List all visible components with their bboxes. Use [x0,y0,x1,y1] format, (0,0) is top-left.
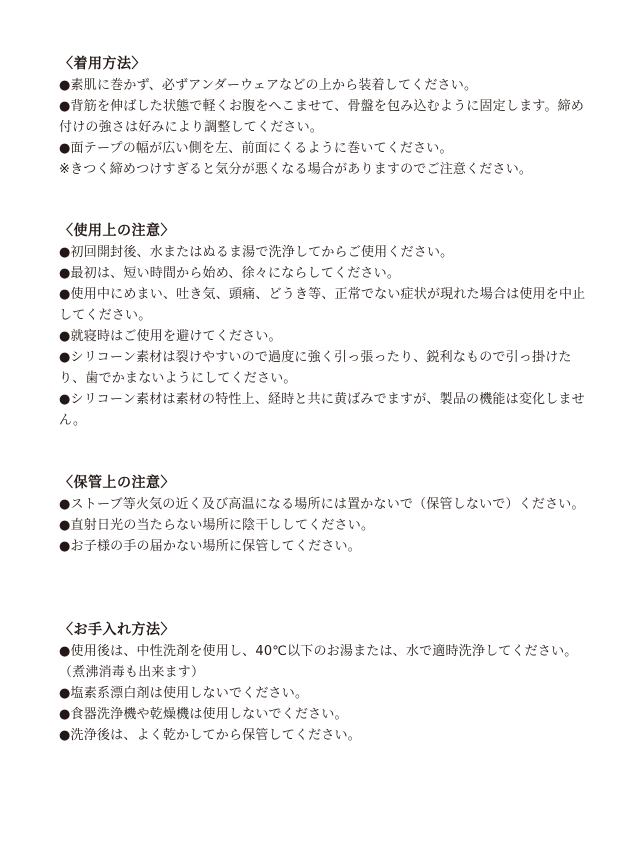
wearing-item: ●面テープの幅が広い側を左、前面にくるように巻いてください。 [59,141,453,156]
usage-item: ●就寝時はご使用を避けてください。 [59,329,282,344]
storage-item: ●直射日光の当たらない場所に陰干ししてください。 [59,518,375,533]
usage-item: ●初回開封後、水またはぬるま湯で洗浄してからご使用ください。 [59,245,454,260]
section-wearing-method [59,54,589,180]
section-heading-care: 〈お手入れ方法〉 [59,622,175,638]
usage-item: ●最初は、短い時間から始め、徐々にならしてください。 [59,266,401,281]
storage-item: ●お子様の手の届かない場所に保管してください。 [59,539,361,554]
usage-item: ●シリコーン素材は素材の特性上、経時と共に黄ばみでますが、製品の機能は変化しません。 [59,392,585,428]
wearing-item: ●素肌に巻かず、必ずアンダーウェアなどの上から装着してください。 [59,78,478,93]
section-heading-storage: 〈保管上の注意〉 [59,475,175,491]
care-item: ●食器洗浄機や乾燥機は使用しないでください。 [59,707,348,722]
storage-item: ●ストーブ等火気の近く及び高温になる場所には置かないで（保管しないで）ください。 [59,497,585,512]
section-storage-precautions [59,473,589,557]
wearing-note: ※きつく締めつけすぎると気分が悪くなる場合がありますのでご注意ください。 [59,162,533,177]
section-care-method [59,620,589,746]
usage-item: ●シリコーン素材は裂けやすいので過度に強く引っ張ったり、鋭利なもので引っ掛けたり、歯でかまないようにしてください。 [59,350,572,386]
section-heading-usage: 〈使用上の注意〉 [59,223,175,239]
section-heading-wearing: 〈着用方法〉 [59,56,146,72]
usage-item: ●使用中にめまい、吐き気、頭痛、どうき等、正常でない症状が現れた場合は使用を中止してください。 [59,287,586,323]
care-item: ●洗浄後は、よく乾かしてから保管してください。 [59,728,361,743]
care-item: ●塩素系漂白剤は使用しないでください。 [59,686,309,701]
section-usage-precautions [59,221,589,431]
care-item: ●使用後は、中性洗剤を使用し、40℃以下のお湯または、水で適時洗浄してください。（煮沸消毒も出来ます） [59,644,578,680]
wearing-item: ●背筋を伸ばした状態で軽くお腹をへこませて、骨盤を包み込むように固定します。締め付けの強さは好みにより調整してください。 [59,99,585,135]
